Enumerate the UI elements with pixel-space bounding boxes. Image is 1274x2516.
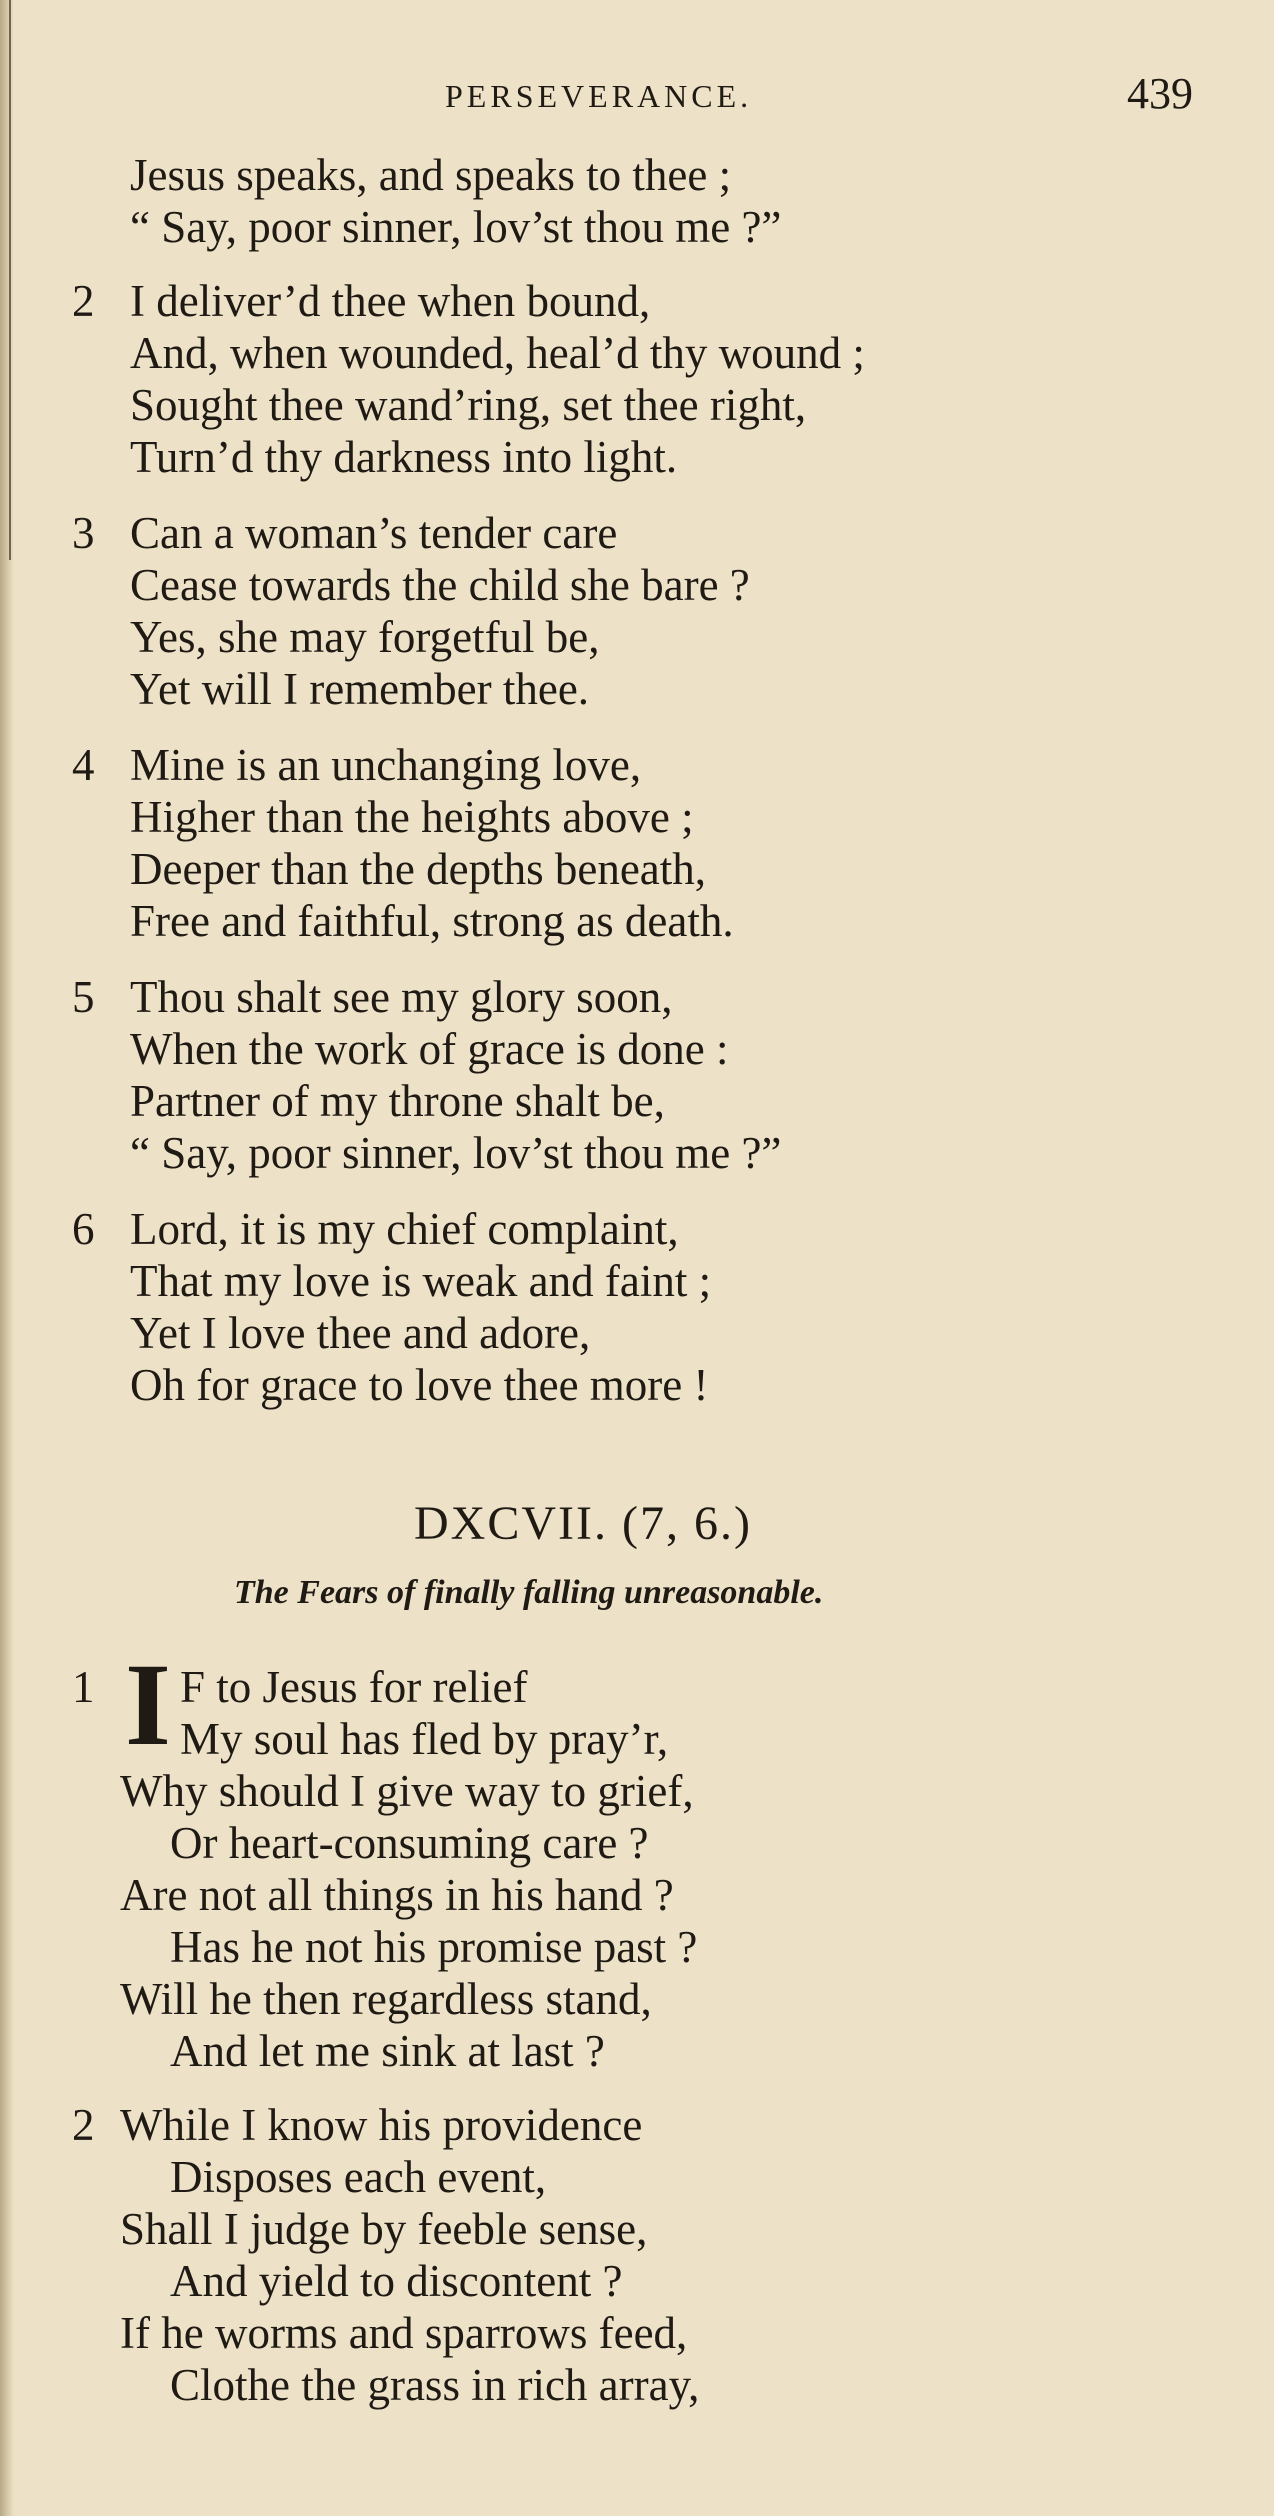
verse-line: Why should I give way to grief, [120,1766,694,1816]
page-header [0,62,1274,122]
verse-number: 1 [72,1662,95,1712]
verse-line: Free and faithful, strong as death. [130,896,734,946]
verse-line: If he worms and sparrows feed, [120,2308,688,2358]
hymn-number: DXCVII. (7, 6.) [414,1497,752,1550]
verse-number: 2 [72,276,95,326]
verse-line: Deeper than the depths beneath, [130,844,707,894]
verse-line: Mine is an unchanging love, [130,740,642,790]
verse-line: Yet will I remember thee. [130,664,590,714]
verse-line: While I know his providence [120,2100,643,2150]
page-edge [0,0,14,2516]
verse-line: And let me sink at last ? [170,2026,605,2076]
verse-line: Clothe the grass in rich array, [170,2360,700,2410]
verse-line: Turn’d thy darkness into light. [130,432,678,482]
verse-line: F to Jesus for relief [180,1662,528,1712]
verse-line: I deliver’d thee when bound, [130,276,651,326]
verse-line: Lord, it is my chief complaint, [130,1204,679,1254]
verse-line: Cease towards the child she bare ? [130,560,750,610]
verse-line: Yet I love thee and adore, [130,1308,591,1358]
verse-number: 2 [72,2100,95,2150]
drop-cap: I [125,1639,171,1770]
verse-line: Disposes each event, [170,2152,547,2202]
verse-line: Oh for grace to love thee more ! [130,1360,709,1410]
verse-line: And yield to discontent ? [170,2256,623,2306]
verse-line: Shall I judge by feeble sense, [120,2204,648,2254]
verse-number: 5 [72,972,95,1022]
verse-line: My soul has fled by pray’r, [180,1714,669,1764]
running-head: PERSEVERANCE. [445,78,753,114]
verse-number: 6 [72,1204,95,1254]
verse-line: Thou shalt see my glory soon, [130,972,673,1022]
opening-line-2: “ Say, poor sinner, lov’st thou me ?” [130,202,782,252]
verse-line: Or heart-consuming care ? [170,1818,649,1868]
verse-number: 3 [72,508,95,558]
page-number: 439 [1127,69,1193,118]
verse-line: When the work of grace is done : [130,1024,729,1074]
verse-line: Higher than the heights above ; [130,792,694,842]
verse-line: That my love is weak and faint ; [130,1256,712,1306]
verse-line: “ Say, poor sinner, lov’st thou me ?” [130,1128,782,1178]
hymn-subtitle: The Fears of finally falling unreasonable. [234,1574,824,1611]
verse-line: Are not all things in his hand ? [120,1870,674,1920]
verse-line: And, when wounded, heal’d thy wound ; [130,328,865,378]
verse-number: 4 [72,740,95,790]
verse-line: Partner of my throne shalt be, [130,1076,665,1126]
verse-line: Can a woman’s tender care [130,508,618,558]
verse-line: Will he then regardless stand, [120,1974,652,2024]
verse-line: Sought thee wand’ring, set thee right, [130,380,807,430]
verse-line: Yes, she may forgetful be, [130,612,600,662]
opening-line-1: Jesus speaks, and speaks to thee ; [130,150,732,200]
verse-line: Has he not his promise past ? [170,1922,698,1972]
